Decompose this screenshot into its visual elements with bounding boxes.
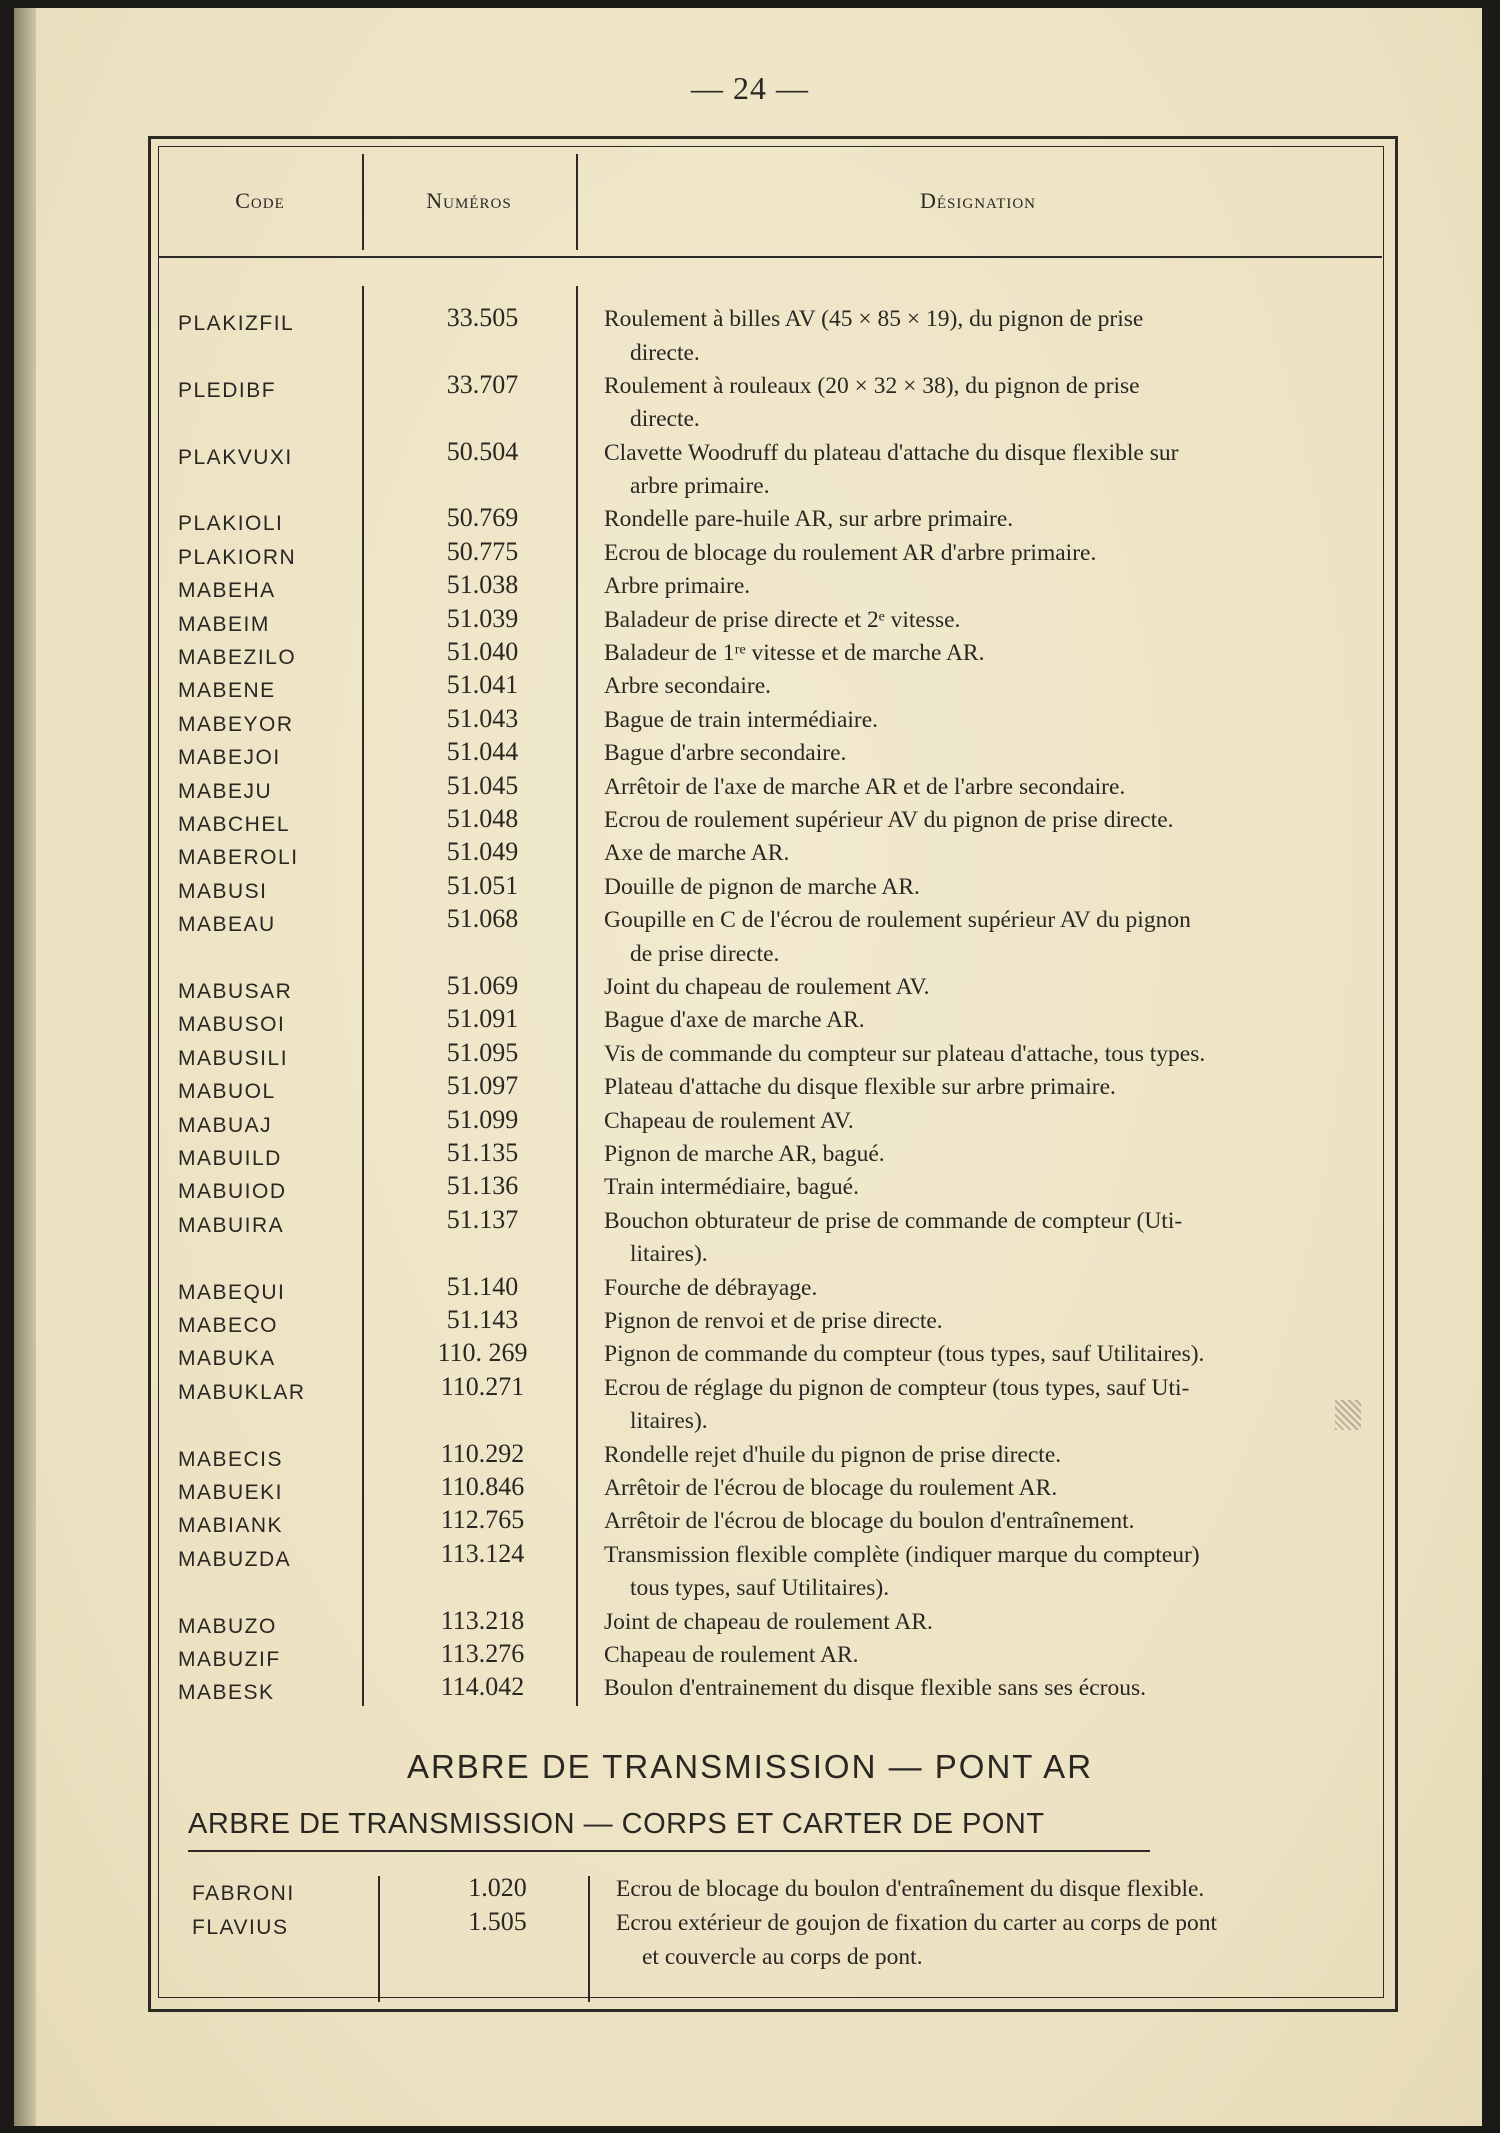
designation-text: Arbre primaire. [604, 573, 751, 600]
part-number: 51.069 [446, 971, 519, 1000]
part-code: PLAKVUXI [178, 445, 293, 469]
part-code: MABUSOI [178, 1013, 286, 1037]
part-number: 33.505 [446, 303, 519, 332]
section-title: ARBRE DE TRANSMISSION — PONT AR [406, 1748, 1094, 1785]
part-code: MABUKLAR [178, 1380, 306, 1404]
part-number: 51.097 [446, 1071, 519, 1101]
part-designation [604, 1038, 1374, 1072]
part-code: MABEAU [178, 913, 276, 937]
part-designation [604, 604, 1374, 638]
designation-text: Plateau d'attache du disque flexible sur arbre primaire. [604, 1074, 1116, 1101]
part-designation [604, 737, 1374, 771]
part-number: 1.020 [468, 1873, 527, 1902]
part-number: 113.276 [440, 1639, 525, 1668]
part-number: 114.042 [440, 1672, 525, 1702]
designation-text: Joint du chapeau de roulement AV. [604, 974, 930, 1000]
part-code: FABRONI [192, 1882, 295, 1905]
designation-text: Bague de train intermédiaire. [604, 706, 879, 733]
header-numeros: Numéros [426, 188, 512, 213]
part-code: MABEZILO [178, 646, 297, 669]
part-number: 51.038 [446, 570, 519, 600]
section-subtitle: ARBRE DE TRANSMISSION — CORPS ET CARTER DE PONT [188, 1808, 1045, 1840]
part-number: 50.504 [446, 436, 519, 466]
designation-text: Train intermédiaire, bagué. [604, 1174, 859, 1201]
part-designation [604, 570, 1374, 604]
part-code: MABUOL [178, 1080, 276, 1104]
part-code: PLAKIZFIL [178, 312, 295, 335]
part-code: MABEROLI [178, 846, 299, 870]
part-code: MABUZDA [178, 1547, 292, 1571]
part-number: 50.775 [446, 536, 519, 566]
designation-text: Ecrou de roulement supérieur AV du pignon de prise directe. [604, 807, 1174, 833]
part-code: MABEYOR [178, 712, 294, 736]
part-code: PLAKIOLI [178, 512, 284, 536]
part-number: 51.095 [446, 1037, 519, 1067]
designation-text: Ecrou extérieur de goujon de fixation du carter au corps de pont [616, 1910, 1217, 1936]
part-designation [604, 670, 1374, 704]
part-number: 51.040 [446, 637, 519, 666]
part-code: MABUZIF [178, 1648, 281, 1671]
designation-text: Bague d'axe de marche AR. [604, 1007, 865, 1034]
part-number: 51.140 [446, 1271, 519, 1301]
part-code: MABUSAR [178, 980, 293, 1003]
part-number: 33.707 [446, 369, 519, 399]
designation-text: Axe de marche AR. [604, 840, 790, 867]
part-designation [604, 1505, 1374, 1539]
book-spine [14, 8, 36, 2126]
designation-text: Arrêtoir de l'axe de marche AR et de l'arbre secondaire. [604, 773, 1126, 800]
part-number: 112.765 [440, 1505, 525, 1535]
part-number: 110.846 [440, 1472, 525, 1501]
designation-text: Rondelle pare-huile AR, sur arbre primaire. [604, 506, 1014, 533]
designation-text: Arrêtoir de l'écrou de blocage du boulon d'entraînement. [604, 1508, 1135, 1535]
designation-text: Roulement à billes AV (45 × 85 × 19), du pignon de prise [604, 306, 1144, 332]
header-divider [158, 256, 1382, 258]
part-designation [604, 503, 1374, 537]
header-designation: Désignation [919, 188, 1037, 213]
part-code: MABCHEL [178, 813, 291, 836]
designation-text: Boulon d'entrainement du disque flexible sans ses écrous. [604, 1675, 1147, 1702]
part-number: 51.135 [446, 1138, 519, 1167]
part-code: MABEJU [178, 779, 273, 803]
part-code: MABEJOI [178, 746, 281, 770]
part-code: PLAKIORN [178, 545, 297, 569]
part-number: 51.049 [446, 837, 519, 867]
designation-text: Chapeau de roulement AR. [604, 1642, 859, 1668]
part-number: 51.041 [446, 670, 519, 700]
part-number: 1.505 [468, 1907, 527, 1936]
part-code: MABUEKI [178, 1481, 284, 1504]
part-number: 51.068 [446, 904, 519, 934]
part-designation [604, 1606, 1374, 1640]
part-number: 50.769 [446, 503, 519, 533]
part-designation [604, 1205, 1374, 1272]
designation-continuation: litaires). [630, 1408, 708, 1435]
part-code: MABUIOD [178, 1180, 287, 1204]
designation-text: Arbre secondaire. [604, 673, 772, 700]
designation-text: Chapeau de roulement AV. [604, 1107, 854, 1134]
part-code: MABEQUI [178, 1280, 286, 1304]
part-code: MABESK [178, 1681, 275, 1705]
part-code: MABUZO [178, 1614, 277, 1638]
part-number: 51.099 [446, 1104, 519, 1134]
designation-text: Vis de commande du compteur sur plateau d'attache, tous types. [604, 1040, 1206, 1067]
part-designation [604, 1372, 1374, 1439]
designation-text: Clavette Woodruff du plateau d'attache du disque flexible sur [604, 439, 1179, 466]
part-designation [604, 1639, 1374, 1673]
part-number: 113.218 [440, 1605, 525, 1635]
part-designation [604, 1439, 1374, 1473]
part-code: MABECIS [178, 1447, 284, 1471]
part-number: 110. 269 [437, 1338, 528, 1368]
part-designation [604, 1539, 1374, 1606]
part-code: MABEIM [178, 612, 270, 636]
part-code: MABUILD [178, 1147, 282, 1170]
designation-continuation: et couvercle au corps de pont. [642, 1943, 923, 1970]
part-code: MABUIRA [178, 1213, 285, 1237]
part-designation [604, 704, 1374, 738]
part-number: 51.048 [446, 804, 519, 833]
part-designation [604, 904, 1374, 971]
designation-continuation: de prise directe. [630, 940, 780, 967]
part-designation [604, 1138, 1374, 1172]
designation-text: Roulement à rouleaux (20 × 32 × 38), du pignon de prise [604, 372, 1140, 399]
part-designation [604, 1305, 1374, 1339]
body-col-divider-2 [576, 286, 578, 1706]
part-designation [604, 370, 1374, 437]
part-designation [604, 837, 1374, 871]
designation-text: Transmission flexible complète (indiquer marque du compteur) [604, 1541, 1200, 1568]
part-code: MABENE [178, 679, 276, 703]
part-designation [604, 971, 1374, 1005]
ink-smudge [1335, 1400, 1361, 1430]
designation-text: Fourche de débrayage. [604, 1274, 818, 1301]
designation-text: Bague d'arbre secondaire. [604, 740, 847, 767]
designation-text: Rondelle rejet d'huile du pignon de prise directe. [604, 1441, 1062, 1468]
designation-text: Goupille en C de l'écrou de roulement supérieur AV du pignon [604, 907, 1191, 934]
part-designation [604, 1338, 1374, 1372]
page-number: — 24 — [691, 70, 809, 106]
subtitle-underline [188, 1850, 1150, 1852]
designation-text: Bouchon obturateur de prise de commande de compteur (Uti- [604, 1207, 1183, 1234]
part-designation [604, 1672, 1374, 1706]
designation-text: Pignon de renvoi et de prise directe. [604, 1308, 943, 1334]
header-code: Code [235, 188, 285, 213]
part-designation [604, 1105, 1374, 1139]
part-code: MABUKA [178, 1347, 276, 1371]
part-number: 51.039 [446, 603, 519, 633]
part-designation [604, 804, 1374, 838]
designation-text: Pignon de commande du compteur (tous types, sauf Utilitaires). [604, 1341, 1205, 1368]
part-number: 51.043 [446, 703, 519, 733]
part-designation [604, 1472, 1374, 1506]
part-number: 51.137 [446, 1204, 519, 1234]
part-number: 51.044 [446, 737, 519, 767]
part-designation [616, 1907, 1376, 1974]
part-designation [604, 1071, 1374, 1105]
designation-continuation: directe. [630, 406, 700, 433]
part-number: 51.136 [446, 1171, 519, 1201]
part-number: 110.292 [440, 1438, 525, 1468]
part-designation [604, 303, 1374, 370]
part-code: MABIANK [178, 1514, 284, 1538]
part-designation [604, 1171, 1374, 1205]
part-designation [604, 1272, 1374, 1306]
designation-text: Ecrou de réglage du pignon de compteur (tous types, sauf Uti- [604, 1374, 1190, 1401]
part-number: 51.091 [446, 1004, 519, 1034]
designation-continuation: litaires). [630, 1241, 708, 1268]
part-number: 110.271 [440, 1371, 525, 1401]
part-designation [604, 1004, 1374, 1038]
designation-text: Ecrou de blocage du roulement AR d'arbre primaire. [604, 539, 1097, 566]
designation-text: Joint de chapeau de roulement AR. [604, 1608, 933, 1635]
part-code: FLAVIUS [192, 1916, 289, 1939]
part-number: 113.124 [440, 1538, 525, 1568]
designation-continuation: tous types, sauf Utilitaires). [630, 1575, 890, 1602]
designation-text: Ecrou de blocage du boulon d'entraînement du disque flexible. [616, 1876, 1205, 1902]
part-code: MABEHA [178, 579, 276, 603]
part-designation [616, 1873, 1376, 1907]
part-number: 51.045 [446, 770, 519, 800]
part-number: 51.143 [446, 1305, 519, 1334]
part-designation [604, 871, 1374, 905]
part-code: MABUSI [178, 879, 268, 903]
part-number: 51.051 [446, 870, 519, 900]
section-col-divider-2 [588, 1876, 590, 2002]
part-designation [604, 437, 1374, 504]
section-col-divider-1 [378, 1876, 380, 2002]
part-designation [604, 637, 1374, 671]
part-code: MABUSILI [178, 1046, 289, 1070]
designation-text: Baladeur de prise directe et 2ᵉ vitesse. [604, 606, 961, 633]
part-code: MABECO [178, 1314, 279, 1337]
designation-text: Baladeur de 1ʳᵉ vitesse et de marche AR. [604, 640, 985, 666]
designation-text: Arrêtoir de l'écrou de blocage du roulement AR. [604, 1475, 1058, 1501]
designation-text: Pignon de marche AR, bagué. [604, 1141, 885, 1167]
designation-continuation: arbre primaire. [630, 473, 770, 500]
part-designation [604, 771, 1374, 805]
part-code: MABUAJ [178, 1113, 273, 1137]
body-col-divider-1 [362, 286, 364, 1706]
part-code: PLEDIBF [178, 378, 277, 402]
designation-text: Douille de pignon de marche AR. [604, 873, 920, 900]
part-designation [604, 537, 1374, 571]
designation-continuation: directe. [630, 339, 700, 366]
